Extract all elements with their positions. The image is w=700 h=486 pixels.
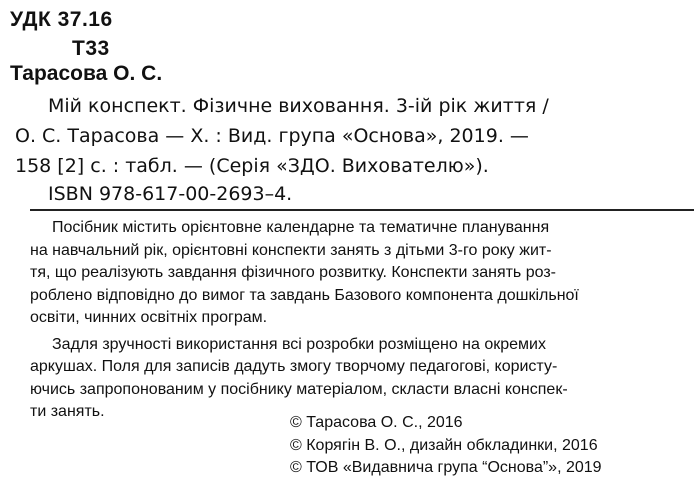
author-heading: Тарасова О. С. <box>10 62 163 85</box>
annotation-line: на навчальний рік, орієнтовні конспекти занять з дітьми 3-го року жит- <box>30 241 552 259</box>
udk-code: УДК 37.16 <box>10 8 113 31</box>
biblio-line: Мій конспект. Фізичне виховання. 3-ій рік життя / <box>48 95 549 117</box>
annotation-line: освіти, чинних освітніх програм. <box>30 309 268 326</box>
copyright-line: © Тарасова О. С., 2016 <box>290 414 463 431</box>
annotation-line: ючись запропонованим у посібнику матеріалом, скласти власні конспек- <box>30 380 568 398</box>
divider-line <box>30 209 694 211</box>
copyright-block <box>290 412 602 480</box>
annotation <box>30 217 694 424</box>
annotation-line: Задля зручності використання всі розробки розміщено на окремих <box>52 335 546 353</box>
author-mark: Т33 <box>72 37 110 60</box>
annotation-line: ти занять. <box>30 403 105 420</box>
biblio-line: О. С. Тарасова — Х. : Вид. група «Основа», 2019. — <box>15 125 529 147</box>
copyright-line: © ТОВ «Видавнича група “Основа”», 2019 <box>290 459 602 476</box>
annotation-line: роблено відповідно до вимог та завдань Базового компонента дошкільної <box>30 286 579 304</box>
biblio-line: 158 [2] с. : табл. — (Серія «ЗДО. Вихователю»). <box>15 155 489 177</box>
annotation-line: аркушах. Поля для записів дадуть змогу творчому педагогові, користу- <box>30 358 558 375</box>
isbn: ISBN 978-617-00-2693–4. <box>48 183 293 205</box>
bibliographic-description <box>15 91 694 181</box>
annotation-line: тя, що реалізують завдання фізичного розвитку. Конспекти занять роз- <box>30 264 556 281</box>
copyright-line: © Корягін В. О., дизайн обкладинки, 2016 <box>290 436 598 454</box>
annotation-line: Посібник містить орієнтовне календарне та тематичне планування <box>52 219 550 236</box>
